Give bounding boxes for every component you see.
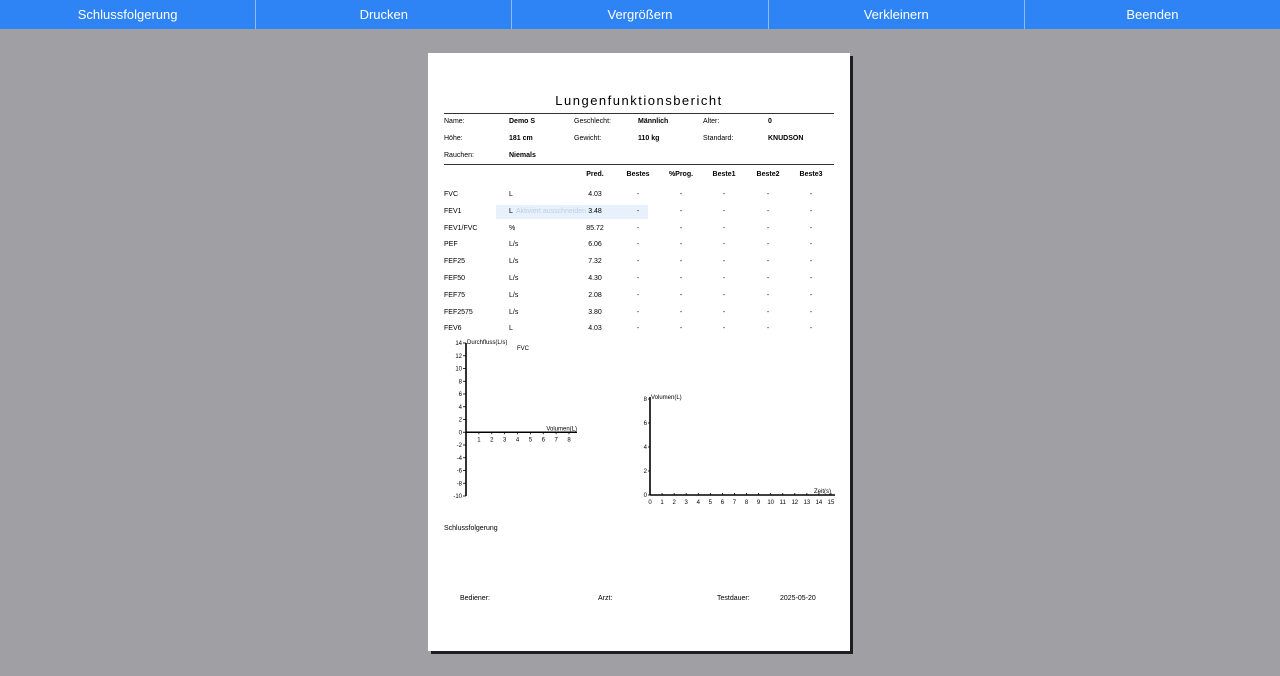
table-cell: 6.06: [588, 241, 602, 249]
table-cell: -: [679, 191, 683, 198]
y-tick-label: 0: [643, 493, 647, 499]
row-parameter: FEF25: [444, 258, 466, 266]
table-header: Beste2: [756, 171, 780, 178]
y-tick-label: 0: [458, 430, 462, 437]
table-cell: -: [722, 224, 726, 232]
x-tick-label: 1: [477, 437, 481, 444]
y-tick-label: 2: [643, 469, 647, 475]
name-value: Demo S: [509, 118, 536, 125]
x-tick-label: 6: [541, 437, 545, 444]
report-date: 2025-05-20: [780, 595, 816, 602]
x-tick-label: 8: [567, 437, 571, 444]
table-cell: -: [679, 207, 683, 215]
x-tick-label: 10: [767, 500, 775, 506]
table-cell: -: [809, 191, 813, 198]
table-cell: -: [636, 258, 640, 266]
weight-label: Gewicht:: [574, 135, 602, 142]
table-cell: -: [809, 224, 813, 232]
x-tick-label: 5: [528, 437, 533, 444]
table-cell: -: [809, 241, 813, 249]
x-tick-label: 11: [779, 500, 786, 506]
table-cell: -: [679, 241, 683, 249]
x-tick-label: 14: [815, 500, 823, 506]
doctor-label: Arzt:: [598, 595, 613, 602]
table-cell: -: [636, 191, 640, 198]
y-axis-label: Volumen(L): [651, 395, 682, 401]
chart-title: FVC: [517, 346, 529, 352]
name-label: Name:: [444, 118, 465, 125]
x-axis-label: Volumen(L): [546, 426, 577, 433]
table-cell: -: [722, 258, 726, 266]
row-parameter: FEF50: [444, 275, 466, 282]
table-cell: -: [636, 224, 640, 232]
x-tick-label: 13: [803, 500, 811, 506]
y-tick-label: -6: [456, 468, 462, 475]
table-cell: -: [766, 258, 770, 266]
divider: [444, 164, 834, 165]
y-tick-label: -8: [456, 481, 462, 488]
smoking-value: Niemals: [509, 152, 536, 159]
table-cell: -: [679, 258, 683, 266]
table-cell: 85.72: [586, 224, 604, 232]
x-tick-label: 2: [490, 437, 494, 444]
y-tick-label: -10: [453, 494, 462, 500]
x-tick-label: 6: [720, 500, 725, 506]
conclusion-button[interactable]: Schlussfolgerung: [0, 0, 256, 29]
row-parameter: FEV6: [444, 325, 462, 333]
row-unit: L: [509, 325, 513, 333]
table-cell: -: [636, 241, 640, 249]
y-tick-label: 8: [458, 379, 462, 386]
x-tick-label: 2: [672, 500, 676, 506]
table-cell: 4.03: [588, 325, 602, 333]
y-tick-label: 8: [643, 397, 647, 403]
table-cell: -: [809, 308, 813, 316]
table-cell: -: [679, 224, 683, 232]
duration-label: Testdauer:: [717, 595, 750, 602]
table-cell: -: [722, 291, 726, 299]
age-label: Alter:: [703, 118, 720, 125]
table-cell: -: [766, 224, 770, 232]
row-unit: L/s: [509, 275, 519, 282]
table-cell: -: [809, 291, 813, 299]
table-cell: -: [722, 325, 726, 333]
table-cell: -: [766, 241, 770, 249]
y-axis-label: Durchfluss(L/s): [467, 340, 508, 346]
table-cell: -: [636, 207, 640, 215]
table-cell: -: [636, 275, 640, 282]
y-tick-label: 6: [643, 421, 647, 427]
x-tick-label: 5: [708, 500, 713, 506]
table-cell: -: [636, 291, 640, 299]
height-value: 181 cm: [509, 135, 533, 142]
report-page: [428, 53, 850, 651]
x-tick-label: 15: [827, 500, 835, 506]
row-unit: %: [509, 224, 516, 232]
standard-value: KNUDSON: [768, 135, 804, 142]
toolbar: [0, 0, 1280, 29]
x-tick-label: 4: [696, 500, 700, 506]
gender-value: Männlich: [638, 118, 669, 125]
zoom-out-button[interactable]: Verkleinern: [769, 0, 1025, 29]
y-tick-label: 4: [643, 445, 647, 451]
x-tick-label: 12: [791, 500, 799, 506]
table-cell: 4.03: [588, 191, 602, 198]
x-tick-label: 3: [684, 500, 688, 506]
table-cell: -: [766, 191, 770, 198]
x-tick-label: 1: [660, 500, 664, 506]
row-parameter: FEV1/FVC: [444, 224, 478, 232]
table-cell: -: [722, 275, 726, 282]
row-unit: L/s: [509, 291, 519, 299]
table-cell: -: [722, 191, 726, 198]
table-cell: -: [636, 308, 640, 316]
table-cell: -: [766, 325, 770, 333]
table-cell: 4.30: [588, 275, 602, 282]
row-unit: L/s: [509, 241, 519, 249]
table-cell: -: [722, 308, 726, 316]
x-tick-label: 0: [648, 500, 652, 506]
print-button[interactable]: Drucken: [256, 0, 512, 29]
standard-label: Standard:: [703, 135, 734, 142]
table-cell: 3.48: [588, 207, 602, 215]
y-tick-label: -2: [456, 443, 462, 449]
row-unit: L: [509, 191, 513, 198]
cut-tooltip: Aktiviert ausschneiden: [496, 205, 648, 219]
table-header: %Prog.: [668, 171, 694, 178]
table-cell: -: [679, 291, 683, 299]
y-tick-label: 2: [458, 417, 462, 424]
row-parameter: FEF75: [444, 291, 466, 299]
x-tick-label: 4: [515, 437, 520, 444]
table-header: Beste1: [712, 171, 736, 178]
row-unit: L/s: [509, 258, 519, 266]
row-unit: L: [509, 207, 513, 215]
table-cell: -: [679, 275, 683, 282]
y-tick-label: 10: [455, 366, 462, 373]
y-tick-label: 6: [458, 392, 462, 398]
table-cell: -: [766, 308, 770, 316]
table-cell: -: [679, 325, 683, 333]
table-cell: -: [766, 207, 770, 215]
divider: [444, 113, 834, 114]
table-cell: -: [722, 241, 726, 249]
table-cell: 3.80: [588, 308, 602, 316]
table-header: Bestes: [626, 171, 650, 178]
row-parameter: PEF: [444, 241, 458, 249]
conclusion-heading: Schlussfolgerung: [444, 525, 498, 532]
table-cell: -: [809, 258, 813, 266]
x-tick-label: 3: [502, 437, 507, 444]
gender-label: Geschlecht:: [574, 118, 611, 125]
table-cell: 2.08: [588, 291, 602, 299]
table-cell: 7.32: [588, 258, 602, 266]
y-tick-label: 12: [455, 353, 462, 360]
volume-time-chart: [628, 388, 850, 513]
x-tick-label: 7: [732, 500, 737, 506]
x-tick-label: 9: [756, 500, 761, 506]
y-tick-label: -4: [456, 455, 462, 462]
row-parameter: FEF2575: [444, 308, 473, 316]
exit-button[interactable]: Beenden: [1126, 7, 1179, 22]
y-tick-label: 4: [458, 404, 462, 411]
table-cell: -: [809, 275, 813, 282]
smoking-label: Rauchen:: [444, 152, 474, 159]
height-label: Höhe:: [444, 135, 463, 142]
table-cell: -: [636, 325, 640, 333]
table-cell: -: [766, 275, 770, 282]
table-cell: -: [809, 207, 813, 215]
x-axis-label: Zeit(s): [814, 489, 831, 495]
table-cell: -: [722, 207, 726, 215]
x-tick-label: 7: [554, 437, 558, 444]
table-header: Pred.: [586, 171, 604, 178]
table-cell: -: [809, 325, 813, 333]
x-tick-label: 8: [744, 500, 749, 506]
row-parameter: FEV1: [444, 207, 462, 215]
row-parameter: FVC: [444, 191, 458, 198]
age-value: 0: [768, 118, 772, 125]
y-tick-label: 14: [455, 341, 462, 347]
row-unit: L/s: [509, 308, 519, 316]
report-title: Lungenfunktionsbericht: [555, 93, 723, 108]
zoom-in-button[interactable]: Vergrößern: [512, 0, 768, 29]
table-header: Beste3: [799, 171, 823, 178]
flow-volume-chart: [428, 333, 588, 508]
table-cell: -: [679, 308, 683, 316]
weight-value: 110 kg: [638, 135, 660, 142]
table-cell: -: [766, 291, 770, 299]
operator-label: Bediener:: [460, 595, 490, 602]
